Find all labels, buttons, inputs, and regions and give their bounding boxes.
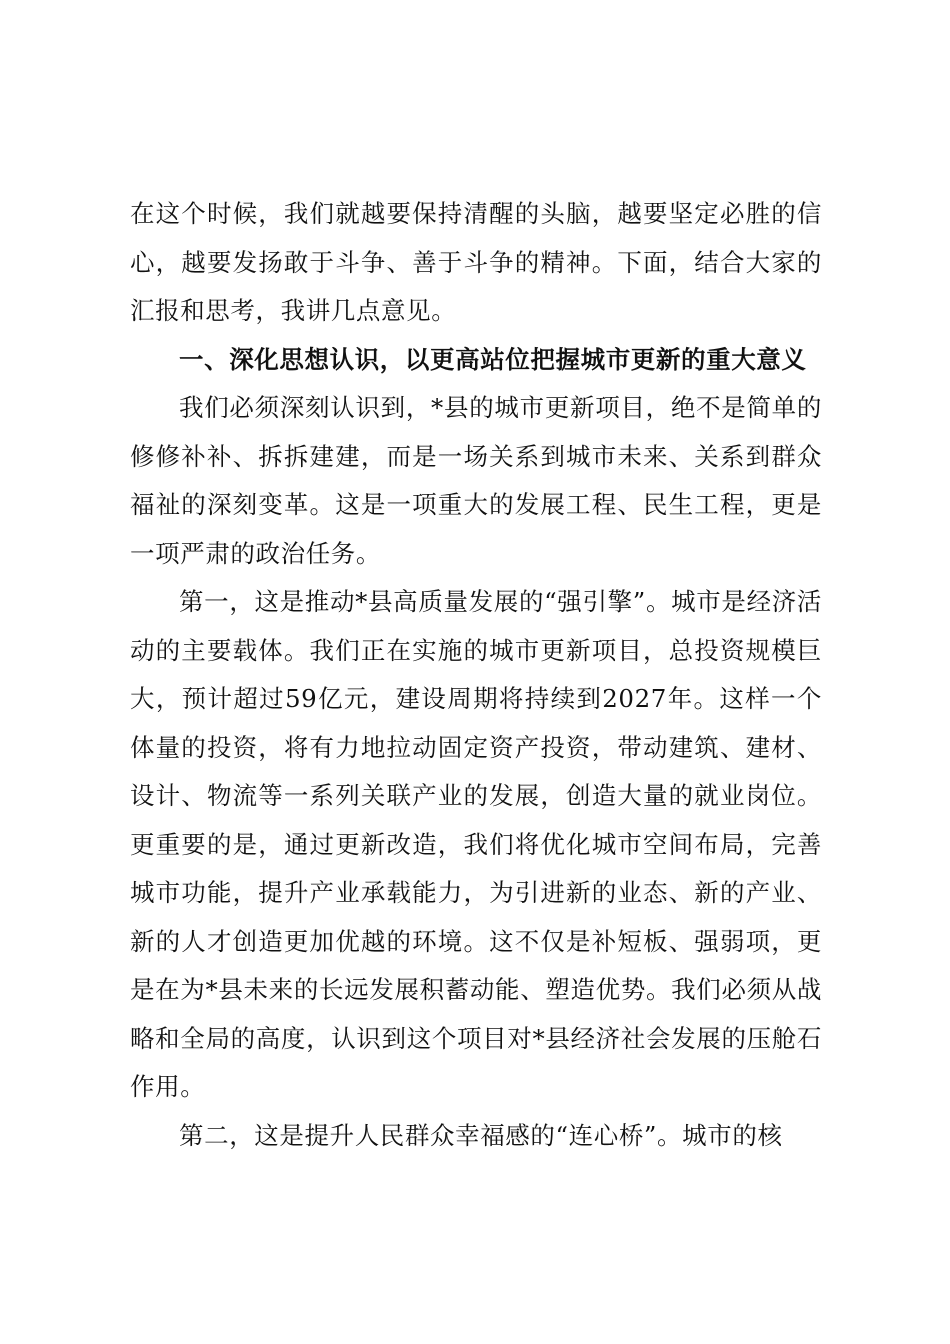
paragraph-intro-continuation: 在这个时候，我们就越要保持清醒的头脑，越要坚定必胜的信心，越要发扬敢于斗争、善于斗争的精神。下面，结合大家的汇报和思考，我讲几点意见。 <box>130 199 822 325</box>
paragraph-point-1: 第一，这是推动*县高质量发展的“强引擎”。城市是经济活动的主要载体。我们正在实施的城市更新项目，总投资规模巨大，预计超过59亿元，建设周期将持续到2027年。这样一个体量的投资，将有力地拉动固定资产投资，带动建筑、建材、设计、物流等一系列关联产业的发展，创造大量的就业岗位。更重要的是，通过更新改造，我们将优化城市空间布局，完善城市功能，提升产业承载能力，为引进新的业态、新的产业、新的人才创造更加优越的环境。这不仅是补短板、强弱项，更是在为*县未来的长远发展积蓄动能、塑造优势。我们必须从战略和全局的高度，认识到这个项目对*县经济社会发展的压舱石作用。 <box>130 587 822 1101</box>
document-body <box>130 190 822 1160</box>
section-heading-1: 一、深化思想认识，以更高站位把握城市更新的重大意义 <box>179 344 807 374</box>
paragraph-point-2-start: 第二，这是提升人民群众幸福感的“连心桥”。城市的核 <box>179 1120 783 1150</box>
paragraph-section-1-intro: 我们必须深刻认识到，*县的城市更新项目，绝不是简单的修修补补、拆拆建建，而是一场关系到城市未来、关系到群众福祉的深刻变革。这是一项重大的发展工程、民生工程，更是一项严肃的政治任务。 <box>130 393 822 568</box>
